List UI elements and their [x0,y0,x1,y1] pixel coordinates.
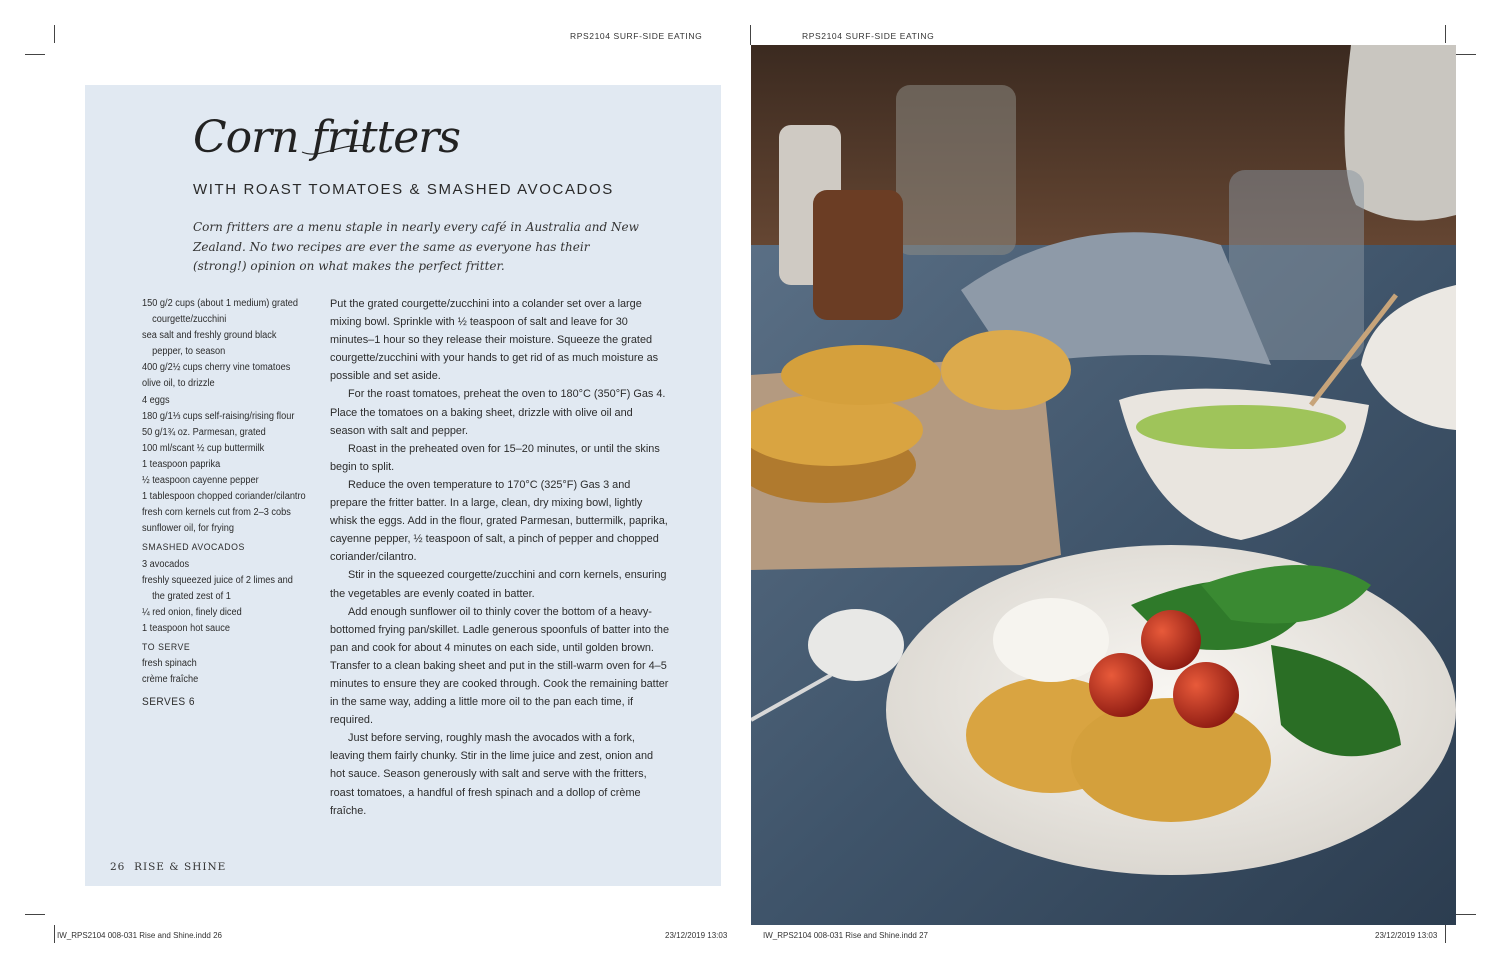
crop-mark [1456,54,1476,55]
recipe-title: Corn fritters [193,112,460,163]
cream-spoon [808,609,904,681]
slug-right: RPS2104 SURF-SIDE EATING [802,31,935,41]
serve-heading: TO SERVE [142,641,191,653]
crop-mark [1445,925,1446,943]
footer-file-left: IW_RPS2104 008-031 Rise and Shine.indd 26 [57,931,222,940]
ingredient-item: olive oil, to drizzle [142,378,215,390]
crop-mark [750,25,751,45]
fritter [781,345,941,405]
section-name: RISE & SHINE [134,861,227,873]
method-step: Add enough sunflower oil to thinly cover the bottom of a heavy-bottomed frying pan/skillet. Ladle generous spoonfuls of batter into the pan and cook for about 4 minutes on each side, until golden brown. Transfer to a clean baking sheet and put in the still-warm oven for 4–5 minutes to ensure they are cooked through. Cook the remaining batter in the same way, adding a little more oil to the pan each time, if required. [330,605,670,727]
footer-date-right: 23/12/2019 13:03 [1375,931,1438,940]
roast-tomato [1089,653,1153,717]
pepper-grinder [813,190,903,320]
ingredient-item: 1 teaspoon hot sauce [142,622,230,634]
method-text [330,295,670,820]
title-swash-decoration [300,138,370,160]
avocado-heading: SMASHED AVOCADOS [142,542,245,554]
ingredient-item: fresh corn kernels cut from 2–3 cobs [142,507,291,519]
ingredient-item: freshly squeezed juice of 2 limes and the grated zest of 1 [142,574,293,602]
water-glass [896,85,1016,255]
ingredient-item: 100 ml/scant ½ cup buttermilk [142,442,265,454]
ingredient-item: sunflower oil, for frying [142,523,235,535]
ingredient-item: 3 avocados [142,558,190,570]
method-step: Stir in the squeezed courgette/zucchini and corn kernels, ensuring the vegetables are evenly coated in batter. [330,569,667,600]
ingredient-item: 180 g/1⅓ cups self-raising/rising flour [142,410,295,422]
roast-tomato [1141,610,1201,670]
serves-count: SERVES 6 [142,696,196,709]
fritter [941,330,1071,410]
page-folio [110,861,226,873]
ingredient-item: 50 g/1¾ oz. Parmesan, grated [142,426,266,438]
ingredient-item: ½ teaspoon cayenne pepper [142,475,259,487]
slug-left: RPS2104 SURF-SIDE EATING [570,31,703,41]
ingredient-item: 1 tablespoon chopped coriander/cilantro [142,491,306,503]
ingredient-item: fresh spinach [142,658,197,670]
ingredient-item: 4 eggs [142,394,170,406]
ingredient-item: 400 g/2½ cups cherry vine tomatoes [142,362,291,374]
crop-mark [1445,25,1446,43]
roast-tomato [1173,662,1239,728]
food-photo [751,45,1456,925]
method-step: Put the grated courgette/zucchini into a colander set over a large mixing bowl. Sprinkle with ½ teaspoon of salt and leave for 30 minutes–1 hour so they release their moisture. Squeeze the grated courgette/zucchini with your hands to get rid of as much moisture as possible and set aside. [330,298,659,383]
method-step: Reduce the oven temperature to 170°C (325°F) Gas 3 and prepare the fritter batter. In a large, clean, dry mixing bowl, lightly whisk the eggs. Add in the flour, grated Parmesan, buttermilk, paprika, cayenne pepper, ½ teaspoon of salt, a pinch of pepper and chopped coriander/cilantro. [330,478,668,564]
crop-mark [25,914,45,915]
crop-mark [54,25,55,43]
footer-file-right: IW_RPS2104 008-031 Rise and Shine.indd 27 [763,931,928,940]
ingredient-item: 150 g/2 cups (about 1 medium) grated courgette/zucchini [142,298,298,326]
method-step: Roast in the preheated oven for 15–20 minutes, or until the skins begin to split. [330,442,660,473]
crop-mark [25,54,45,55]
crop-mark [54,925,55,943]
ingredient-item: crème fraîche [142,674,199,686]
ingredients-list [142,296,308,710]
smashed-avocado [1136,405,1346,449]
ingredient-item: ¼ red onion, finely diced [142,606,242,618]
fritter [1071,698,1271,822]
page-number: 26 [110,861,126,873]
ingredient-item: 1 teaspoon paprika [142,458,221,470]
recipe-intro: Corn fritters are a menu staple in nearly every café in Australia and New Zealand. No two recipes are ever the same as everyone has their (strong!) opinion on what makes the perfect fritter. [193,220,639,273]
method-step: Just before serving, roughly mash the avocados with a fork, leaving them fairly chunky. Stir in the lime juice and zest, onion and hot sauce. Season generously with salt and serve with the fritters, roast tomatoes, a handful of fresh spinach and a dollop of crème fraîche. [330,732,654,817]
creme-fraiche [993,598,1109,682]
ingredient-item: sea salt and freshly ground black pepper, to season [142,330,277,358]
recipe-subtitle: WITH ROAST TOMATOES & SMASHED AVOCADOS [193,181,614,198]
crop-mark [1456,914,1476,915]
footer-date-left: 23/12/2019 13:03 [665,931,728,940]
method-step: For the roast tomatoes, preheat the oven to 180°C (350°F) Gas 4. Place the tomatoes on a baking sheet, drizzle with olive oil and season with salt and pepper. [330,388,666,437]
